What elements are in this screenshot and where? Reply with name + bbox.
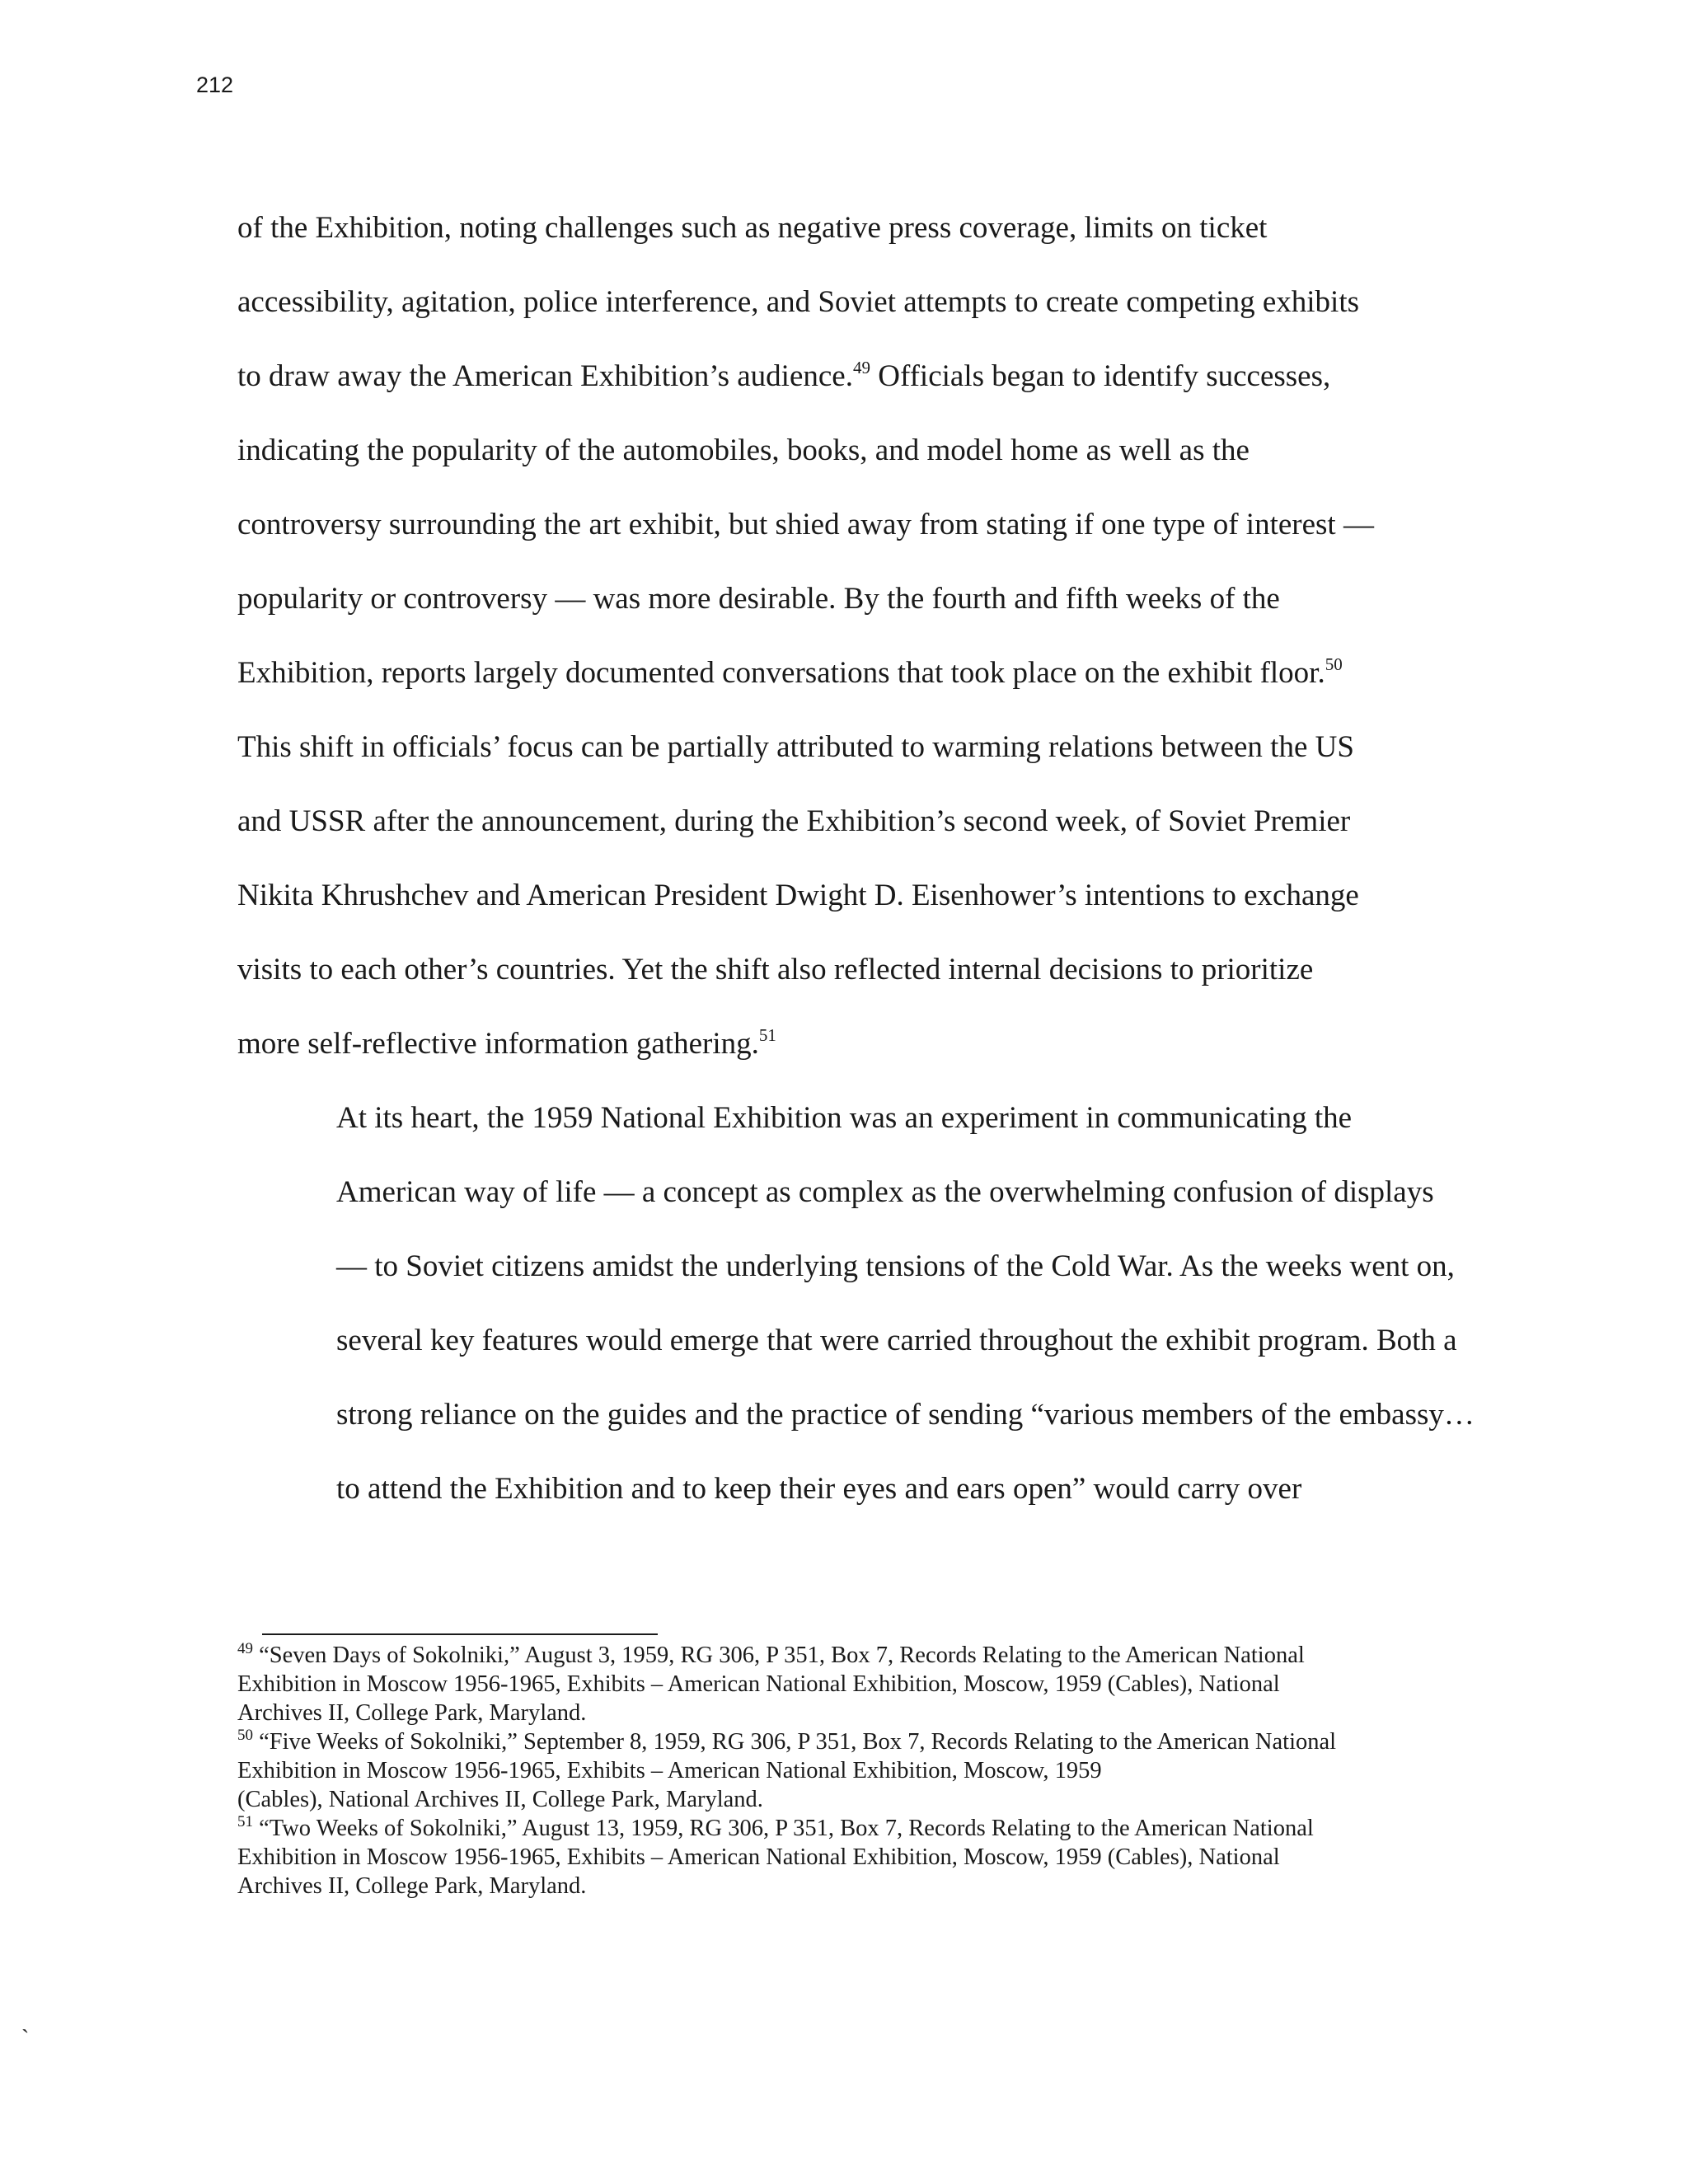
text-segment: Officials began to identify successes, xyxy=(870,359,1331,393)
text-line: This shift in officials’ focus can be partially attributed to warming relations between the US xyxy=(237,730,1354,764)
text-line: indicating the popularity of the automobiles, books, and model home as well as the xyxy=(237,434,1250,467)
text-segment: to draw away the American Exhibition’s audience. xyxy=(237,359,853,393)
footnote-ref-51[interactable]: 51 xyxy=(758,1025,776,1045)
footnote-line: Exhibition in Moscow 1956-1965, Exhibits – American National Exhibition, Moscow, 1959 (Cables), National xyxy=(237,1844,1280,1870)
text-line: — to Soviet citizens amidst the underlying tensions of the Cold War. As the weeks went on, xyxy=(336,1249,1455,1283)
footnote-ref-50[interactable]: 50 xyxy=(1325,654,1343,674)
text-line: Nikita Khrushchev and American President Dwight D. Eisenhower’s intentions to exchange xyxy=(237,879,1359,912)
text-line: accessibility, agitation, police interference, and Soviet attempts to create competing exhibits xyxy=(237,285,1359,319)
footnote-50 xyxy=(237,1727,1449,1814)
footnote-line xyxy=(237,1727,1449,1756)
footnote-mark: 50 xyxy=(237,1727,253,1744)
footnotes xyxy=(237,1641,1449,1900)
text-line: several key features would emerge that were carried throughout the exhibit program. Both a xyxy=(336,1324,1457,1357)
footnote-line xyxy=(237,1641,1449,1670)
footnote-mark: 51 xyxy=(237,1813,253,1830)
footnote-line: Exhibition in Moscow 1956-1965, Exhibits – American National Exhibition, Moscow, 1959 (Cables), National xyxy=(237,1671,1280,1697)
text-line: strong reliance on the guides and the practice of sending “various members of the embassy… xyxy=(336,1398,1475,1432)
text-line: of the Exhibition, noting challenges such as negative press coverage, limits on ticket xyxy=(237,211,1268,245)
text-line: popularity or controversy — was more desirable. By the fourth and fifth weeks of the xyxy=(237,582,1280,616)
text-segment: Exhibition, reports largely documented conversations that took place on the exhibit floor. xyxy=(237,656,1325,690)
footnote-text: “Two Weeks of Sokolniki,” August 13, 1959, RG 306, P 351, Box 7, Records Relating to the American National xyxy=(253,1816,1314,1841)
footnote-line: Exhibition in Moscow 1956-1965, Exhibits – American National Exhibition, Moscow, 1959 xyxy=(237,1758,1102,1783)
text-line: visits to each other’s countries. Yet the shift also reflected internal decisions to prioritize xyxy=(237,953,1314,987)
stray-mark: ` xyxy=(21,2026,30,2051)
page-number: 212 xyxy=(196,73,234,97)
footnote-mark: 49 xyxy=(237,1640,253,1657)
body-text xyxy=(237,191,1475,1526)
text-line: At its heart, the 1959 National Exhibition was an experiment in communicating the xyxy=(336,1101,1353,1135)
footnote-text: “Five Weeks of Sokolniki,” September 8, 1959, RG 306, P 351, Box 7, Records Relating to the American National xyxy=(253,1729,1337,1755)
text-line xyxy=(237,636,1441,710)
footnote-separator xyxy=(262,1633,658,1635)
paragraph-2 xyxy=(237,1081,1475,1526)
footnote-text: “Seven Days of Sokolniki,” August 3, 1959, RG 306, P 351, Box 7, Records Relating to the American National xyxy=(253,1643,1305,1668)
text-line: controversy surrounding the art exhibit, but shied away from stating if one type of interest — xyxy=(237,508,1374,541)
text-line xyxy=(237,340,1441,414)
footnote-line: Archives II, College Park, Maryland. xyxy=(237,1873,587,1899)
paragraph-1 xyxy=(237,191,1441,1081)
footnote-51 xyxy=(237,1814,1449,1900)
footnote-line: Archives II, College Park, Maryland. xyxy=(237,1700,587,1726)
text-segment: more self-reflective information gathering. xyxy=(237,1027,759,1061)
text-line: to attend the Exhibition and to keep their eyes and ears open” would carry over xyxy=(336,1472,1302,1506)
text-line: and USSR after the announcement, during the Exhibition’s second week, of Soviet Premier xyxy=(237,804,1351,838)
text-line xyxy=(237,1007,1441,1081)
footnote-line: (Cables), National Archives II, College Park, Maryland. xyxy=(237,1787,763,1812)
footnote-ref-49[interactable]: 49 xyxy=(852,358,870,377)
footnote-49 xyxy=(237,1641,1449,1727)
footnote-line xyxy=(237,1814,1449,1843)
text-line: American way of life — a concept as complex as the overwhelming confusion of displays xyxy=(336,1175,1434,1209)
